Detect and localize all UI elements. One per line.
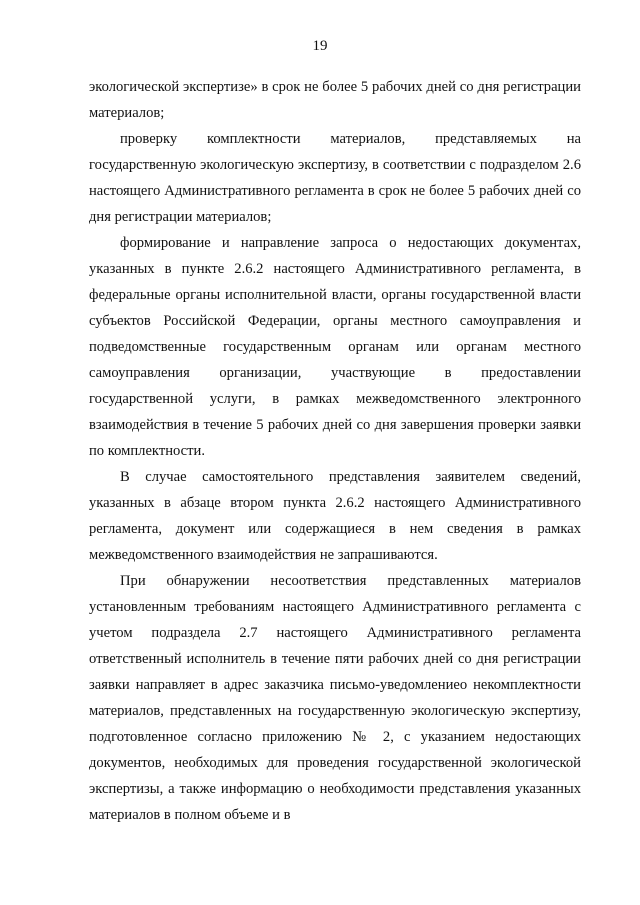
paragraph-completeness-check: проверку комплектности материалов, представляемых на государственную экологическую экспертизу, в соответствии с подразделом 2.6 настоящего Административного регламента в срок не более 5 рабочих дней со дня регистрации материалов; xyxy=(89,131,581,225)
paragraph-nonconformity: При обнаружении несоответствия представленных материалов установленным требованиям настоящего Административного регламента с учетом подраздела 2.7 настоящего Административного регламента ответственный исполнитель в течение пяти рабочих дней со дня регистрации заявки направляет в адрес заказчика письмо-уведомлениео некомплектности материалов, представленных на государственную экологическую экспертизу, подготовленное согласно приложению № 2, с указанием недостающих документов, необходимых для проведения государственной экологической экспертизы, а также информацию о необходимости представления указанных материалов в полном объеме и в xyxy=(89,573,581,823)
paragraph-self-submission: В случае самостоятельного представления заявителем сведений, указанных в абзаце втором пункта 2.6.2 настоящего Административного регламента, документ или содержащиеся в нем сведения в рамках межведомственного взаимодействия не запрашиваются. xyxy=(89,469,581,563)
page-number: 19 xyxy=(312,38,328,54)
paragraph-request-formation: формирование и направление запроса о недостающих документах, указанных в пункте 2.6.2 настоящего Административного регламента, в федеральные органы исполнительной власти, органы государственной власти субъектов Российской Федерации, органы местного самоуправления и подведомственные государственным органам или органам местного самоуправления организации, участвующие в предоставлении государственной услуги, в рамках межведомственного электронного взаимодействия в течение 5 рабочих дней со дня завершения проверки заявки по комплектности. xyxy=(89,235,581,459)
paragraph-continuation: экологической экспертизе» в срок не более 5 рабочих дней со дня регистрации материалов; xyxy=(89,79,581,121)
document-body xyxy=(89,74,581,828)
